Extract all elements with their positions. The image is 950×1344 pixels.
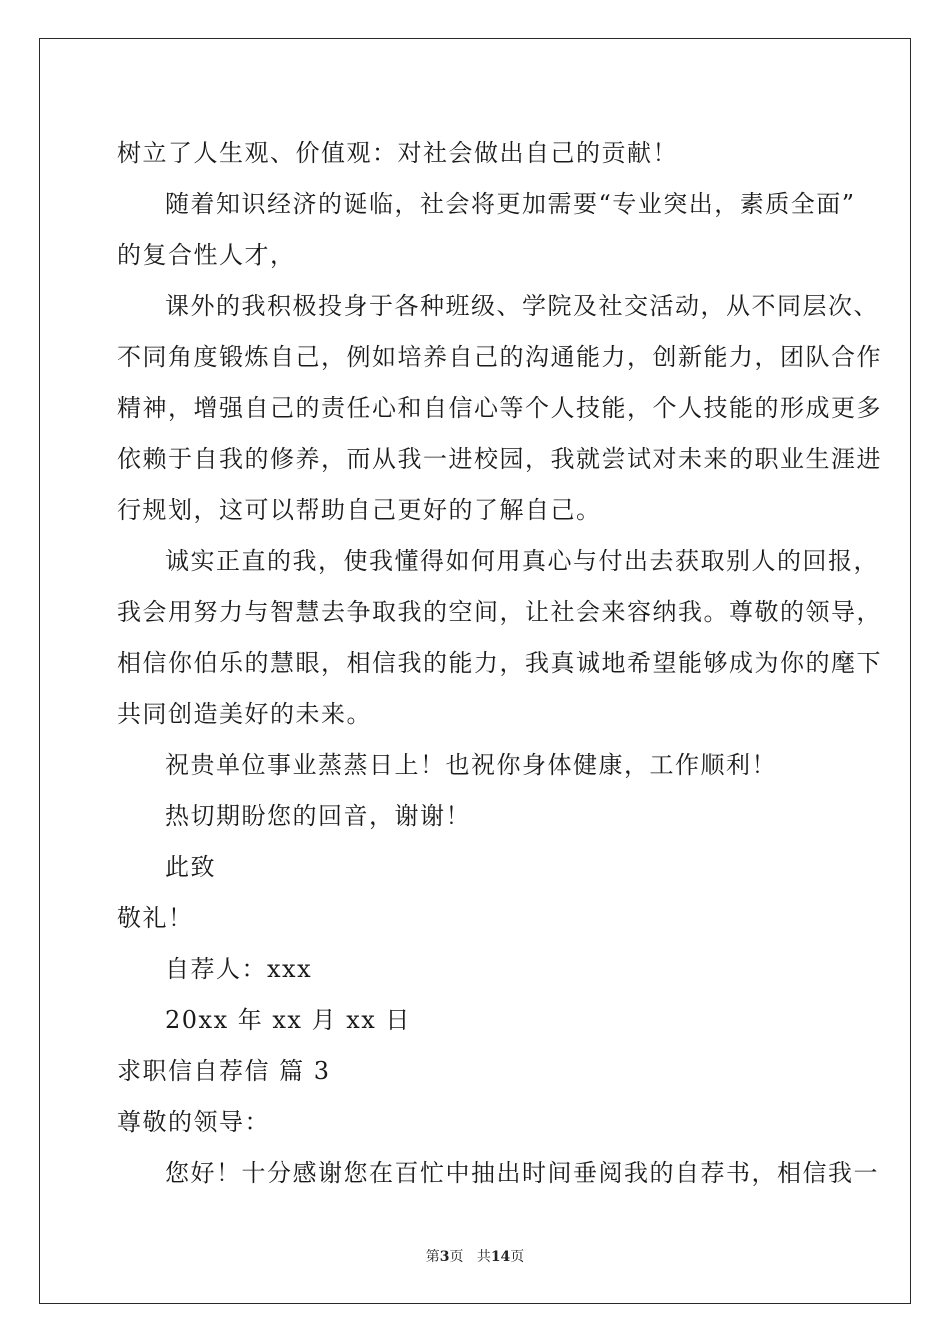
greeting-line: 尊敬的领导： — [117, 1108, 270, 1136]
total-suffix: 页 — [510, 1249, 525, 1265]
total-pages: 14 — [490, 1249, 511, 1265]
page-prefix: 第 — [425, 1249, 440, 1265]
date-line: 20xx 年 xx 月 xx 日 — [165, 1006, 411, 1034]
text-line: 依赖于自我的修养，而从我一进校园，我就尝试对未来的职业生涯进 — [117, 445, 882, 473]
closing-salutation: 此致 — [165, 853, 216, 881]
text-line: 共同创造美好的未来。 — [117, 700, 372, 728]
section-heading: 求职信自荐信 篇 3 — [117, 1057, 331, 1085]
text-line: 随着知识经济的诞临，社会将更加需要“专业突出，素质全面” — [165, 190, 856, 218]
text-line: 您好！十分感谢您在百忙中抽出时间垂阅我的自荐书，相信我一 — [165, 1159, 879, 1187]
text-line: 的复合性人才， — [117, 241, 296, 269]
signature-line: 自荐人：xxx — [165, 955, 313, 983]
page-suffix: 页 — [449, 1249, 464, 1265]
document-body — [117, 128, 882, 1199]
text-line: 诚实正直的我，使我懂得如何用真心与付出去获取别人的回报， — [165, 547, 879, 575]
text-line: 课外的我积极投身于各种班级、学院及社交活动，从不同层次、 — [165, 292, 879, 320]
text-line: 树立了人生观、价值观：对社会做出自己的贡献！ — [117, 139, 678, 167]
page-footer — [0, 1246, 950, 1266]
text-line: 祝贵单位事业蒸蒸日上！也祝你身体健康，工作顺利！ — [165, 751, 777, 779]
text-line: 不同角度锻炼自己，例如培养自己的沟通能力，创新能力，团队合作 — [117, 343, 882, 371]
page-number: 3 — [439, 1249, 450, 1265]
text-line: 行规划，这可以帮助自己更好的了解自己。 — [117, 496, 602, 524]
total-prefix: 共 — [476, 1249, 491, 1265]
text-line: 精神，增强自己的责任心和自信心等个人技能，个人技能的形成更多 — [117, 394, 882, 422]
text-line: 我会用努力与智慧去争取我的空间，让社会来容纳我。尊敬的领导， — [117, 598, 882, 626]
closing-regards: 敬礼！ — [117, 904, 194, 932]
text-line: 热切期盼您的回音，谢谢！ — [165, 802, 471, 830]
text-line: 相信你伯乐的慧眼，相信我的能力，我真诚地希望能够成为你的麾下 — [117, 649, 882, 677]
